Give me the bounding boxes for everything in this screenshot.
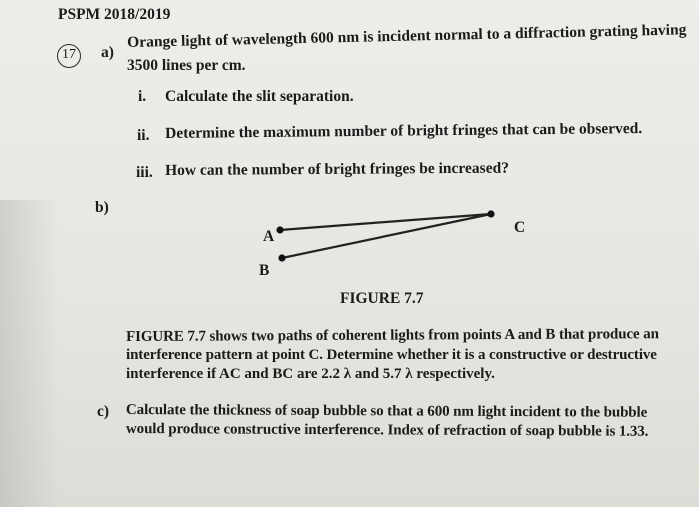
point-c-dot (487, 210, 494, 217)
point-b-label: B (259, 262, 270, 279)
part-b-label: b) (95, 199, 109, 216)
part-a-line2: 3500 lines per cm. (127, 57, 246, 74)
part-c-label: c) (97, 403, 110, 420)
part-a-item-2-text: Determine the maximum number of bright fringes that can be observed. (165, 120, 643, 142)
path-bc-line (282, 214, 491, 258)
point-b-dot (278, 254, 285, 261)
part-a-item-3-text: How can the number of bright fringes be increased? (165, 159, 509, 179)
part-a-item-1-text: Calculate the slit separation. (165, 88, 354, 105)
part-c-line1: Calculate the thickness of soap bubble so that a 600 nm light incident to the bubble (125, 402, 648, 421)
question-number: 17 (62, 47, 76, 62)
part-a-line1: Orange light of wavelength 600 nm is incident normal to a diffraction grating having (127, 21, 687, 51)
part-a-item-2-num: ii. (137, 127, 150, 144)
part-a-item-1-num: i. (138, 88, 147, 105)
figure-caption: FIGURE 7.7 (340, 290, 424, 307)
point-a-label: A (263, 228, 275, 245)
part-a-item-3-num: iii. (136, 164, 153, 181)
part-b-line1 (126, 325, 659, 346)
part-b-line3: interference if AC and BC are 2.2 λ and 5.7 λ respectively. (126, 366, 495, 382)
point-c-label: C (514, 219, 526, 236)
point-a-dot (276, 226, 283, 233)
path-ac-line (280, 214, 491, 230)
part-c-line2: would produce constructive interference. Index of refraction of soap bubble is 1.33. (125, 421, 649, 440)
part-b-line2: interference pattern at point C. Determine whether it is a constructive or destructive (126, 347, 657, 363)
part-b-line1-rest: shows two paths of coherent lights from points A and B that produce an (205, 326, 659, 345)
part-a-label: a) (101, 44, 114, 61)
exam-header: PSPM 2018/2019 (58, 6, 171, 23)
part-b-figure-ref: FIGURE 7.7 (126, 328, 206, 345)
